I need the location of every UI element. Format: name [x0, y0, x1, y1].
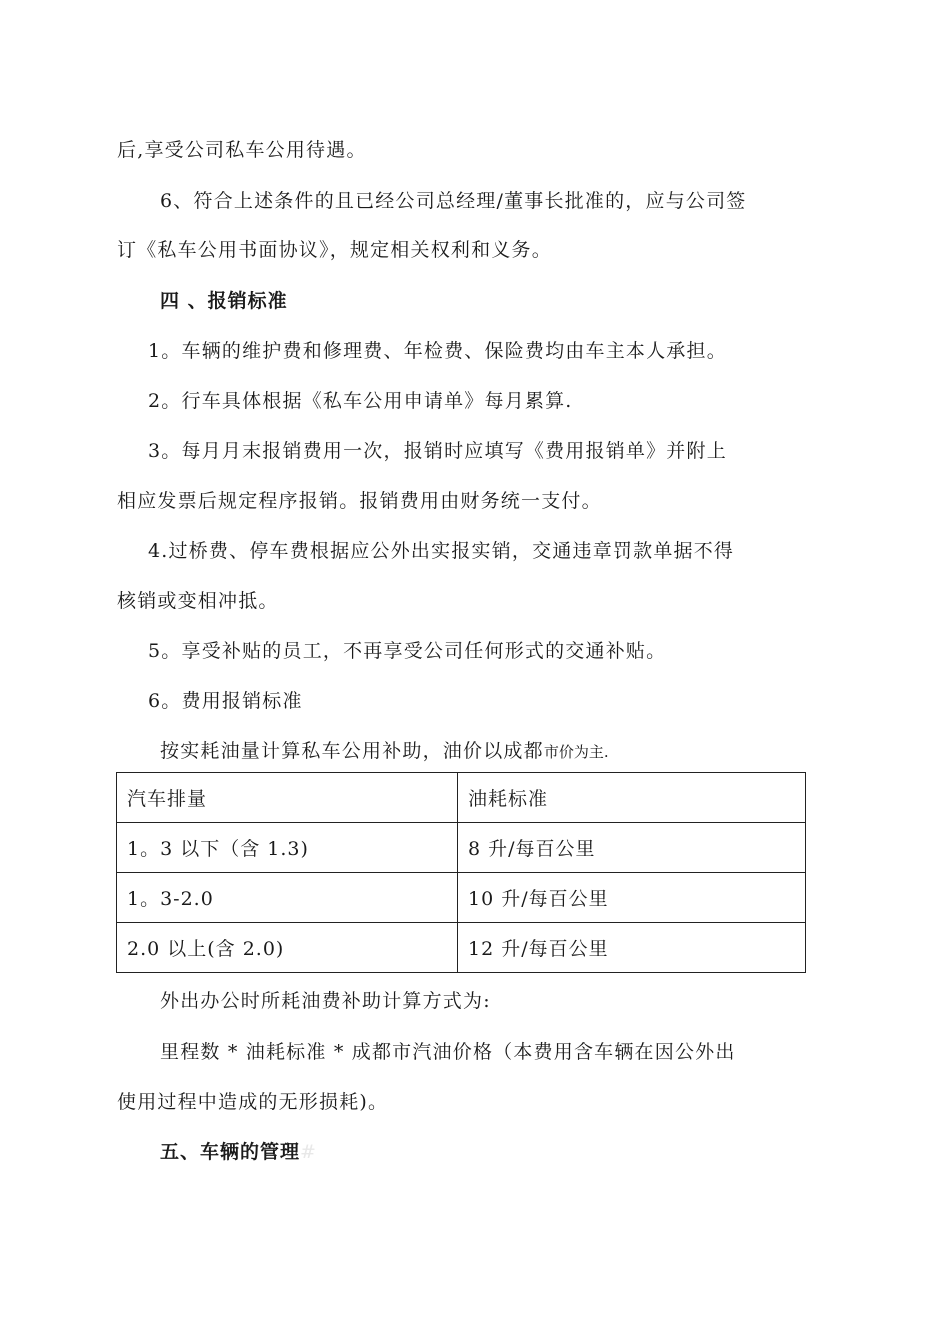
section-heading-4: 四 、报销标准 [160, 290, 288, 312]
reimburse-item-6: 6。费用报销标准 [148, 690, 303, 712]
table-row [117, 873, 806, 923]
table-cell-consumption: 12 升/每百公里 [458, 923, 806, 973]
table-cell-displacement: 2.0 以上(含 2.0) [117, 923, 458, 973]
reimburse-item-3-line1: 3。每月月末报销费用一次，报销时应填写《费用报销单》并附上 [148, 440, 727, 462]
section-heading-5 [160, 1139, 860, 1165]
reimburse-item-2: 2。行车具体根据《私车公用申请单》每月累算. [148, 390, 573, 412]
section-heading-5-text: 五、车辆的管理 [160, 1141, 301, 1163]
paragraph-item-6-line2: 订《私车公用书面协议》，规定相关权利和义务。 [117, 239, 552, 261]
reimburse-item-4-line2: 核销或变相冲抵。 [117, 590, 279, 612]
reimburse-item-1: 1。车辆的维护费和修理费、年检费、保险费均由车主本人承担。 [148, 340, 727, 362]
formula-intro: 外出办公时所耗油费补助计算方式为: [160, 990, 491, 1012]
calc-intro-small: 市价为主. [543, 743, 609, 761]
calc-intro-main: 按实耗油量计算私车公用补助，油价以成都 [160, 740, 544, 762]
table-header-displacement: 汽车排量 [117, 773, 458, 823]
formula-line1: 里程数 * 油耗标准 * 成都市汽油价格（本费用含车辆在因公外出 [160, 1041, 736, 1063]
table-header-consumption: 油耗标准 [458, 773, 806, 823]
table-cell-consumption: 10 升/每百公里 [458, 873, 806, 923]
table-row [117, 923, 806, 973]
paragraph-item-6-line1: 6、符合上述条件的且已经公司总经理/董事长批准的，应与公司签 [160, 190, 747, 212]
table-cell-displacement: 1。3 以下（含 1.3) [117, 823, 458, 873]
table-row [117, 823, 806, 873]
reimburse-item-5: 5。享受补贴的员工，不再享受公司任何形式的交通补贴。 [148, 640, 667, 662]
reimburse-item-3-line2: 相应发票后规定程序报销。报销费用由财务统一支付。 [117, 490, 602, 512]
fuel-standard-table [116, 772, 806, 973]
table-cell-displacement: 1。3-2.0 [117, 873, 458, 923]
paragraph-mark: # [300, 1141, 317, 1163]
calc-intro [160, 738, 860, 765]
table-header-row [117, 773, 806, 823]
paragraph-continuation: 后,享受公司私车公用待遇。 [117, 139, 367, 161]
reimburse-item-4-line1: 4.过桥费、停车费根据应公外出实报实销，交通违章罚款单据不得 [148, 540, 735, 562]
table-cell-consumption: 8 升/每百公里 [458, 823, 806, 873]
formula-line2: 使用过程中造成的无形损耗)。 [117, 1091, 389, 1113]
